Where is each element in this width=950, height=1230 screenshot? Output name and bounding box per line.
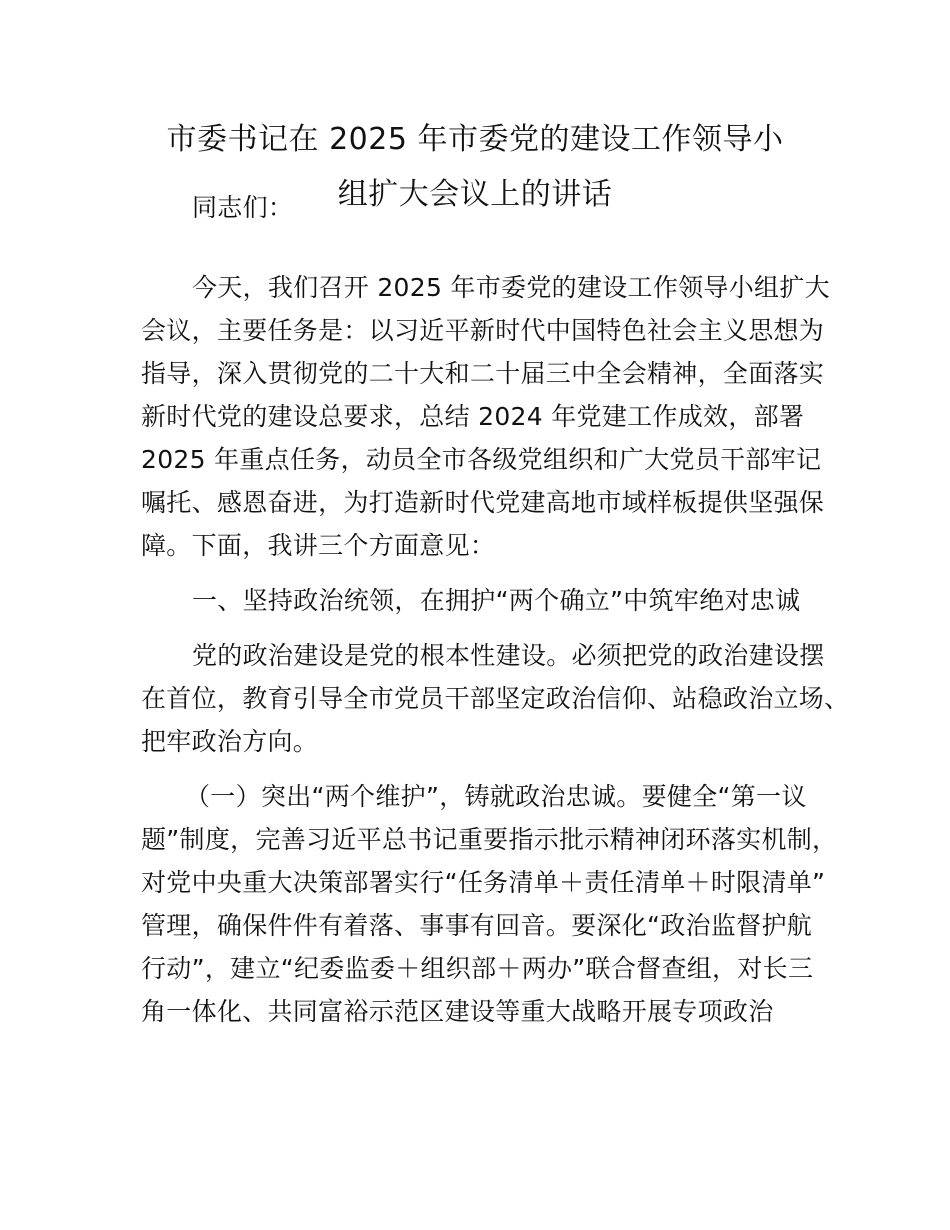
body-line: 管理，确保件件有着落、事事有回音。要深化“政治监督护航 <box>141 911 813 940</box>
body-line: 障。下面，我讲三个方面意见： <box>141 531 496 560</box>
body-line: 行动”，建立“纪委监委＋组织部＋两办”联合督查组，对长三 <box>141 954 814 983</box>
body-line: 角一体化、共同富裕示范区建设等重大战略开展专项政治 <box>141 997 774 1026</box>
body-line: （一）突出“两个维护”，铸就政治忠诚。要健全“第一议 <box>185 782 807 811</box>
body-line: 对党中央重大决策部署实行“任务清单＋责任清单＋时限清单” <box>141 868 826 897</box>
body-line: 新时代党的建设总要求，总结 2024 年党建工作成效，部署 <box>141 402 805 431</box>
body-line: 嘱托、感恩奋进，为打造新时代党建高地市域样板提供坚强保 <box>141 488 825 517</box>
body-line: 会议，主要任务是：以习近平新时代中国特色社会主义思想为 <box>141 316 825 345</box>
body-line: 在首位，教育引导全市党员干部坚定政治信仰、站稳政治立场、 <box>141 684 850 713</box>
salutation: 同志们： <box>192 193 294 222</box>
body-line: 2025 年重点任务，动员全市各级党组织和广大党员干部牢记 <box>141 445 822 474</box>
body-line: 今天，我们召开 2025 年市委党的建设工作领导小组扩大 <box>192 273 830 302</box>
body-line: 党的政治建设是党的根本性建设。必须把党的政治建设摆 <box>192 641 825 670</box>
title-line-2: 组扩大会议上的讲话 <box>337 177 613 212</box>
body-line: 指导，深入贯彻党的二十大和二十届三中全会精神，全面落实 <box>141 359 825 388</box>
title-line-1: 市委书记在 2025 年市委党的建设工作领导小 <box>166 122 784 157</box>
section-heading: 一、坚持政治统领，在拥护“两个确立”中筑牢绝对忠诚 <box>192 586 801 615</box>
body-line: 把牢政治方向。 <box>141 727 319 756</box>
body-line: 题”制度，完善习近平总书记重要指示批示精神闭环落实机制， <box>141 825 838 854</box>
